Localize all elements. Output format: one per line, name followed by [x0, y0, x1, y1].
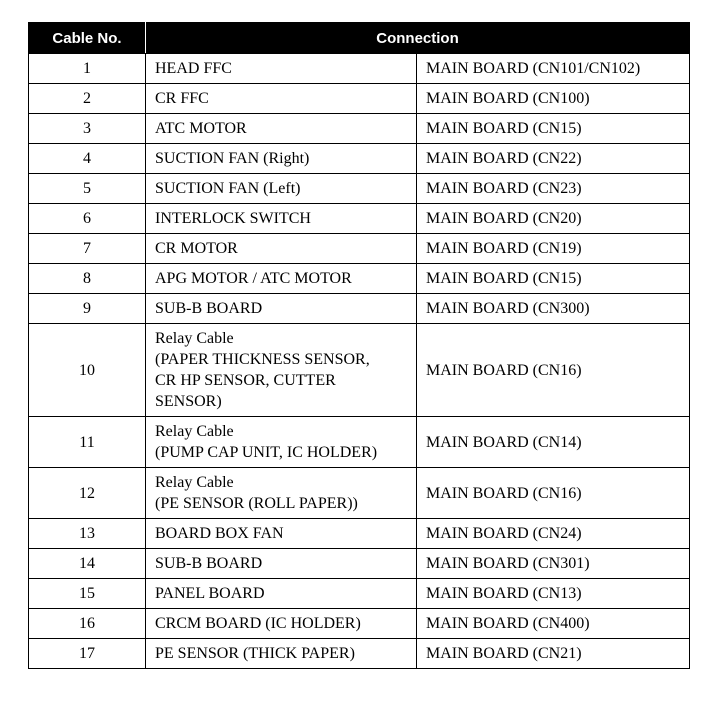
- connection-target-cell: MAIN BOARD (CN300): [417, 294, 690, 324]
- connection-target-cell: MAIN BOARD (CN16): [417, 324, 690, 417]
- cable-number-cell: 3: [29, 114, 146, 144]
- cable-component-line: INTERLOCK SWITCH: [155, 210, 311, 227]
- cable-component-line: Relay Cable: [155, 330, 234, 347]
- connection-target-cell: MAIN BOARD (CN15): [417, 114, 690, 144]
- cable-component-cell: [146, 549, 417, 579]
- connection-target-cell: MAIN BOARD (CN22): [417, 144, 690, 174]
- table-row: [29, 579, 690, 609]
- header-connection: Connection: [146, 23, 690, 54]
- table-row: [29, 519, 690, 549]
- cable-component-line: (PUMP CAP UNIT, IC HOLDER): [155, 444, 378, 461]
- table-row: [29, 84, 690, 114]
- table-row: [29, 294, 690, 324]
- connection-target-cell: MAIN BOARD (CN24): [417, 519, 690, 549]
- cable-component-line: SUB-B BOARD: [155, 555, 263, 572]
- table-row: [29, 324, 690, 417]
- cable-component-cell: [146, 84, 417, 114]
- cable-component-cell: [146, 609, 417, 639]
- cable-component-cell: [146, 54, 417, 84]
- cable-number-cell: 10: [29, 324, 146, 417]
- table-row: [29, 234, 690, 264]
- cable-connection-table: [28, 22, 690, 669]
- cable-component-line: SUB-B BOARD: [155, 300, 263, 317]
- cable-number-cell: 16: [29, 609, 146, 639]
- cable-component-line: ATC MOTOR: [155, 120, 247, 137]
- cable-component-line: CR MOTOR: [155, 240, 238, 257]
- cable-component-cell: [146, 264, 417, 294]
- cable-connection-table-container: [28, 22, 689, 669]
- cable-component-line: (PE SENSOR (ROLL PAPER)): [155, 495, 358, 512]
- cable-component-line: HEAD FFC: [155, 60, 232, 77]
- cable-component-cell: [146, 324, 417, 417]
- cable-number-cell: 8: [29, 264, 146, 294]
- cable-component-cell: [146, 114, 417, 144]
- cable-component-line: PE SENSOR (THICK PAPER): [155, 645, 355, 662]
- cable-number-cell: 4: [29, 144, 146, 174]
- cable-component-line: SUCTION FAN (Right): [155, 150, 310, 167]
- cable-component-cell: [146, 144, 417, 174]
- cable-component-cell: [146, 234, 417, 264]
- cable-component-line: Relay Cable: [155, 474, 234, 491]
- table-body: [29, 54, 690, 669]
- cable-number-cell: 15: [29, 579, 146, 609]
- table-row: [29, 174, 690, 204]
- connection-target-cell: MAIN BOARD (CN16): [417, 468, 690, 519]
- cable-number-cell: 7: [29, 234, 146, 264]
- header-cable-no: Cable No.: [29, 23, 146, 54]
- cable-number-cell: 1: [29, 54, 146, 84]
- header-row: [29, 23, 690, 54]
- connection-target-cell: MAIN BOARD (CN13): [417, 579, 690, 609]
- cable-number-cell: 12: [29, 468, 146, 519]
- connection-target-cell: MAIN BOARD (CN20): [417, 204, 690, 234]
- cable-component-cell: [146, 468, 417, 519]
- table-row: [29, 204, 690, 234]
- cable-component-line: APG MOTOR / ATC MOTOR: [155, 270, 352, 287]
- cable-number-cell: 6: [29, 204, 146, 234]
- cable-component-line: SENSOR): [155, 393, 222, 410]
- table-row: [29, 144, 690, 174]
- cable-component-cell: [146, 174, 417, 204]
- cable-component-line: Relay Cable: [155, 423, 234, 440]
- cable-component-line: PANEL BOARD: [155, 585, 265, 602]
- cable-number-cell: 17: [29, 639, 146, 669]
- table-row: [29, 417, 690, 468]
- table-row: [29, 114, 690, 144]
- table-row: [29, 639, 690, 669]
- connection-target-cell: MAIN BOARD (CN23): [417, 174, 690, 204]
- cable-number-cell: 13: [29, 519, 146, 549]
- cable-component-cell: [146, 639, 417, 669]
- connection-target-cell: MAIN BOARD (CN21): [417, 639, 690, 669]
- table-row: [29, 468, 690, 519]
- cable-component-line: CRCM BOARD (IC HOLDER): [155, 615, 361, 632]
- cable-component-line: CR HP SENSOR, CUTTER: [155, 372, 336, 389]
- table-row: [29, 549, 690, 579]
- cable-number-cell: 9: [29, 294, 146, 324]
- connection-target-cell: MAIN BOARD (CN14): [417, 417, 690, 468]
- connection-target-cell: MAIN BOARD (CN15): [417, 264, 690, 294]
- cable-number-cell: 2: [29, 84, 146, 114]
- table-row: [29, 54, 690, 84]
- cable-component-cell: [146, 519, 417, 549]
- table-row: [29, 609, 690, 639]
- cable-component-cell: [146, 417, 417, 468]
- cable-number-cell: 5: [29, 174, 146, 204]
- cable-component-line: BOARD BOX FAN: [155, 525, 284, 542]
- connection-target-cell: MAIN BOARD (CN400): [417, 609, 690, 639]
- cable-component-cell: [146, 579, 417, 609]
- connection-target-cell: MAIN BOARD (CN19): [417, 234, 690, 264]
- cable-component-line: CR FFC: [155, 90, 209, 107]
- cable-component-line: SUCTION FAN (Left): [155, 180, 301, 197]
- cable-component-cell: [146, 294, 417, 324]
- cable-number-cell: 14: [29, 549, 146, 579]
- cable-number-cell: 11: [29, 417, 146, 468]
- connection-target-cell: MAIN BOARD (CN101/CN102): [417, 54, 690, 84]
- cable-component-line: (PAPER THICKNESS SENSOR,: [155, 351, 370, 368]
- connection-target-cell: MAIN BOARD (CN100): [417, 84, 690, 114]
- cable-component-cell: [146, 204, 417, 234]
- table-row: [29, 264, 690, 294]
- connection-target-cell: MAIN BOARD (CN301): [417, 549, 690, 579]
